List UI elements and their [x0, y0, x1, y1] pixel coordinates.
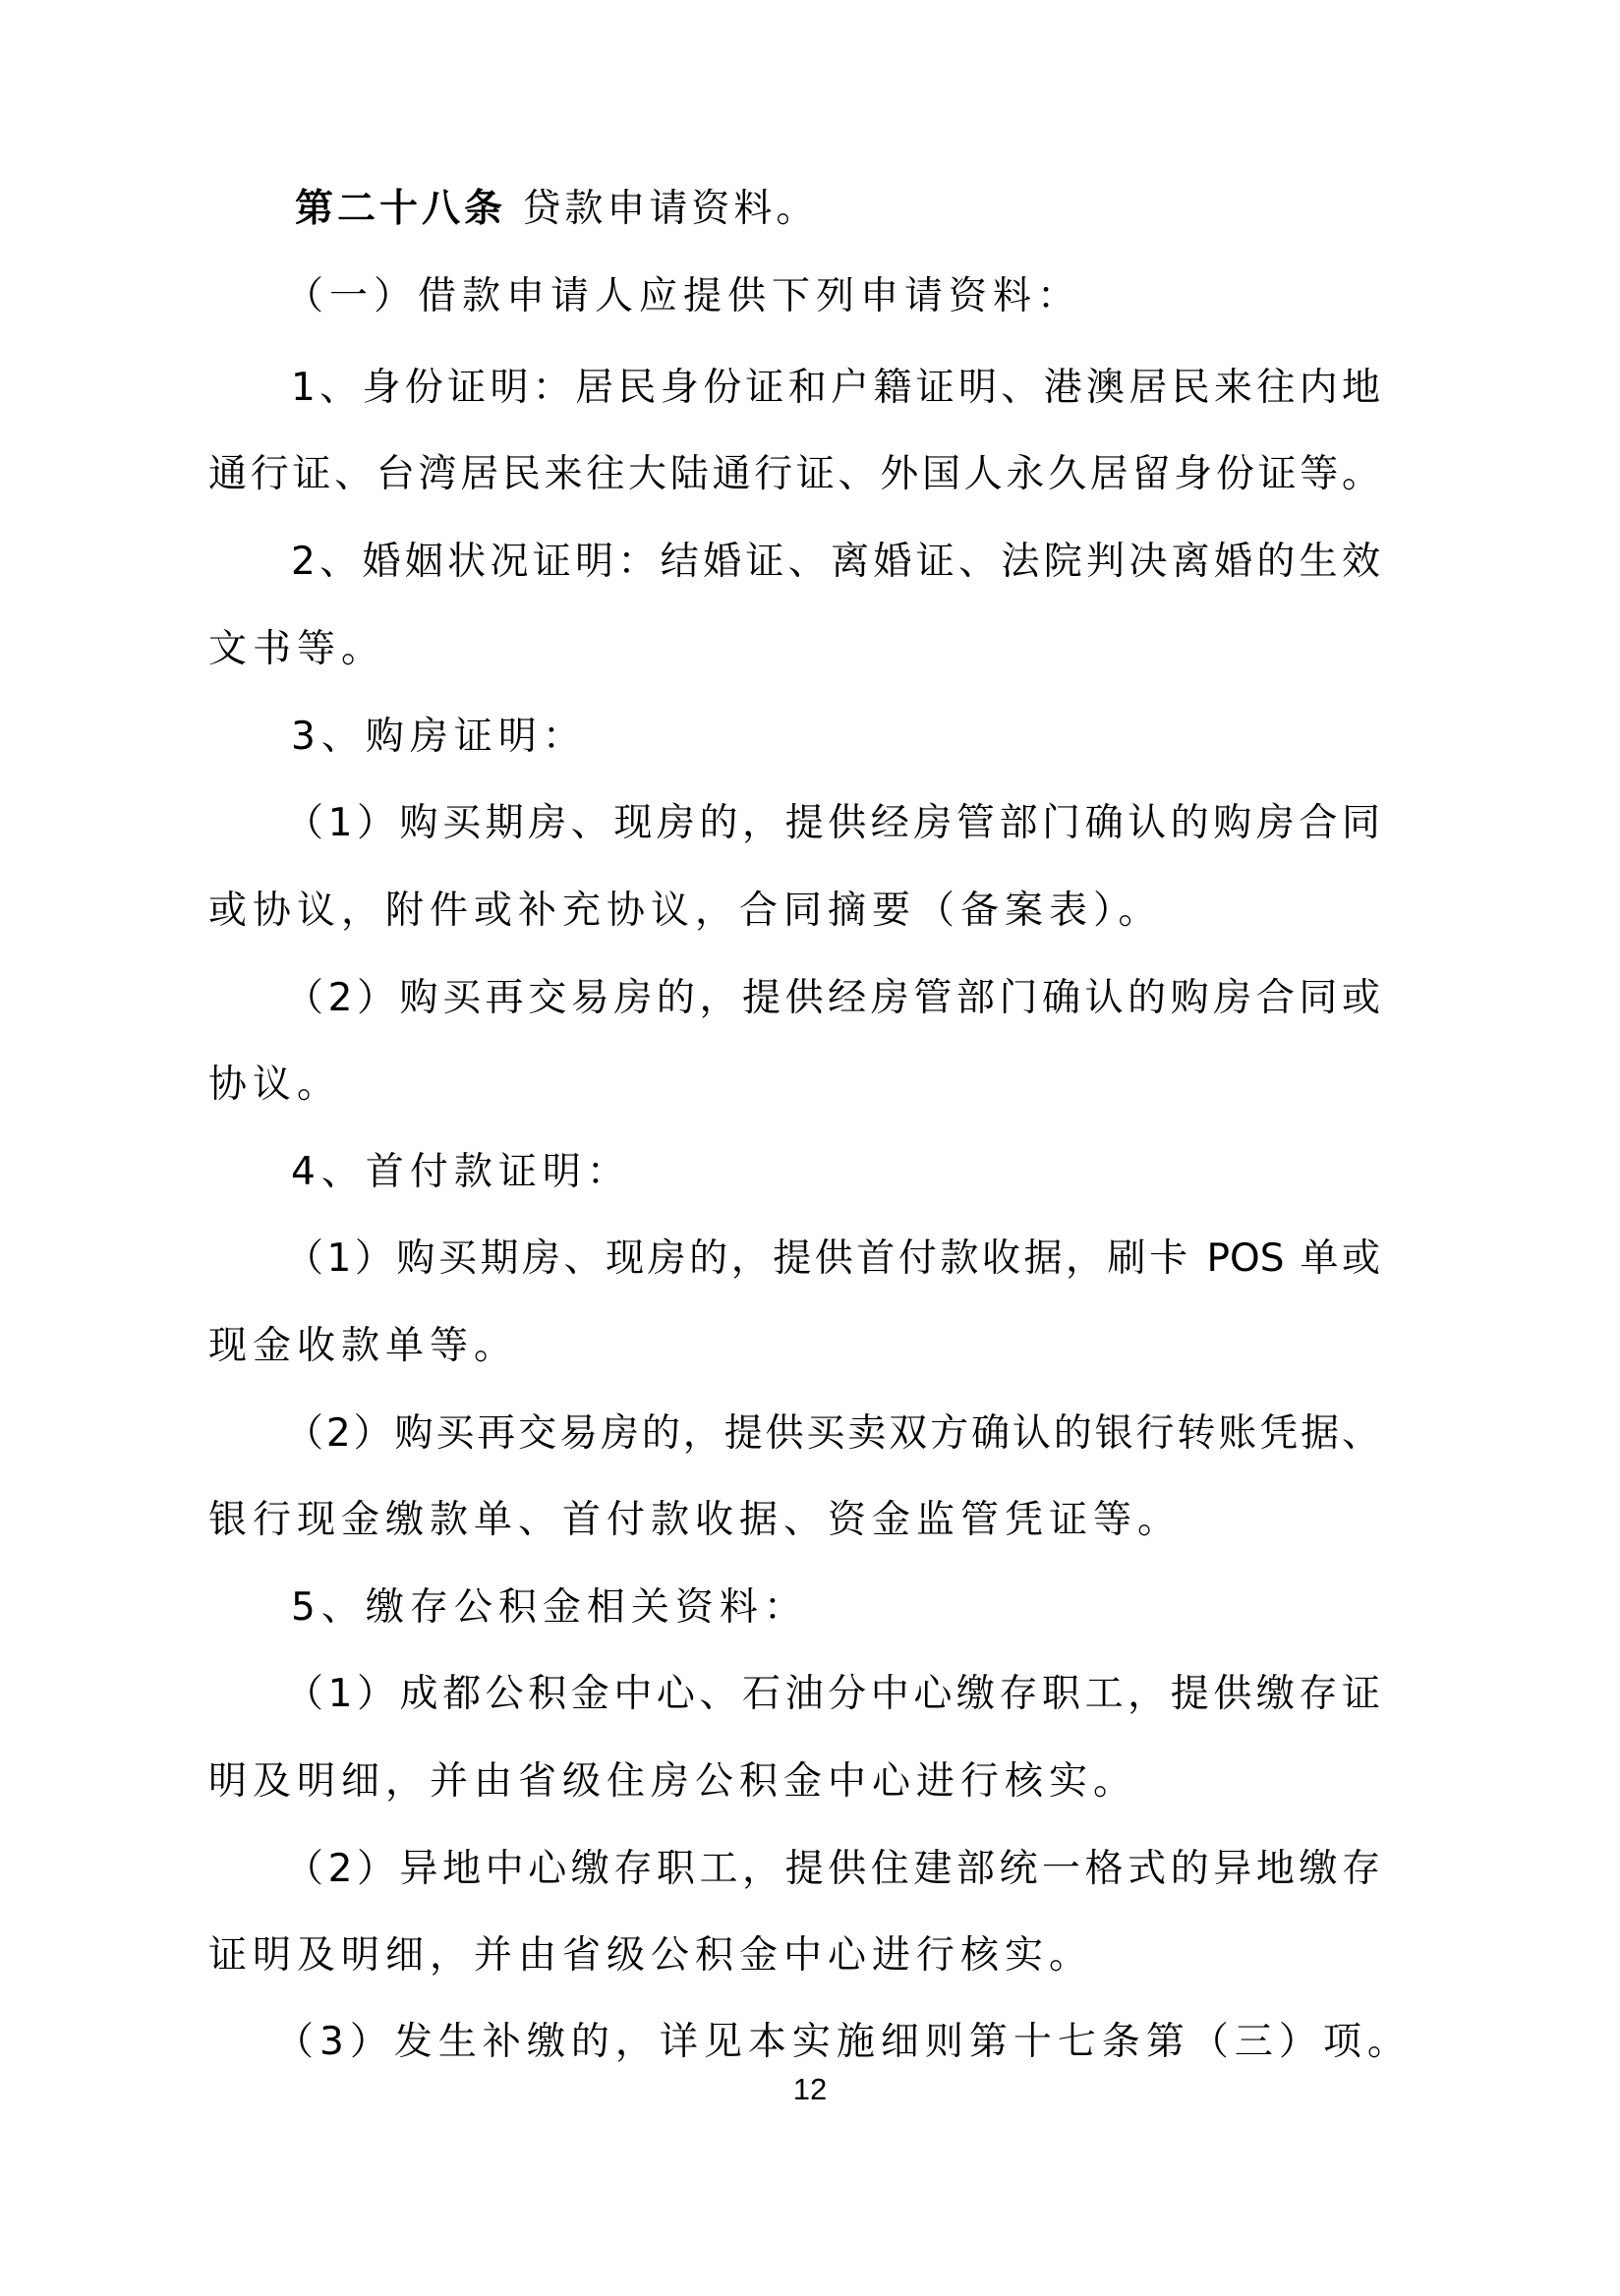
article-title-text: 贷款申请资料。	[506, 187, 819, 231]
article-title	[295, 187, 819, 231]
paragraph-line: 2、婚姻状况证明：结婚证、离婚证、法院判决离婚的生效	[291, 540, 1380, 584]
paragraph-line: 3、购房证明：	[291, 715, 587, 759]
paragraph-line: （2）购买再交易房的，提供经房管部门确认的购房合同或	[285, 976, 1380, 1020]
paragraph-line: （2）异地中心缴存职工，提供住建部统一格式的异地缴存	[285, 1847, 1380, 1891]
paragraph-line: （1）购买期房、现房的，提供经房管部门确认的购房合同	[285, 801, 1380, 845]
paragraph-line: （1）购买期房、现房的，提供首付款收据，刷卡 POS 单或	[285, 1236, 1380, 1281]
paragraph-line: 现金收款单等。	[208, 1324, 519, 1368]
paragraph-line: 或协议，附件或补充协议，合同摘要（备案表）。	[208, 889, 1163, 933]
paragraph-line: 5、缴存公积金相关资料：	[291, 1585, 808, 1630]
paragraph-line: 证明及明细，并由省级公积金中心进行核实。	[208, 1933, 1094, 1978]
page-number: 12	[792, 2072, 828, 2106]
paragraph-line: 银行现金缴款单、首付款收据、资金监管凭证等。	[208, 1498, 1183, 1542]
paragraph-line: （1）成都公积金中心、石油分中心缴存职工，提供缴存证	[285, 1672, 1380, 1716]
paragraph-line: 协议。	[208, 1062, 342, 1107]
paragraph-line: 文书等。	[208, 627, 386, 671]
paragraph-line: （3）发生补缴的，详见本实施细则第十七条第（三）项。	[275, 2020, 1412, 2064]
paragraph-line: 通行证、台湾居民来往大陆通行证、外国人永久居留身份证等。	[208, 452, 1380, 496]
article-title-number: 第二十八条	[295, 187, 507, 231]
paragraph-line: 4、首付款证明：	[291, 1150, 631, 1194]
paragraph-line: （2）购买再交易房的，提供买卖双方确认的银行转账凭据、	[285, 1411, 1380, 1456]
paragraph-line: （一）借款申请人应提供下列申请资料：	[285, 274, 1082, 318]
paragraph-line: 明及明细，并由省级住房公积金中心进行核实。	[208, 1759, 1138, 1804]
paragraph-line: 1、身份证明：居民身份证和户籍证明、港澳居民来往内地	[291, 366, 1380, 410]
